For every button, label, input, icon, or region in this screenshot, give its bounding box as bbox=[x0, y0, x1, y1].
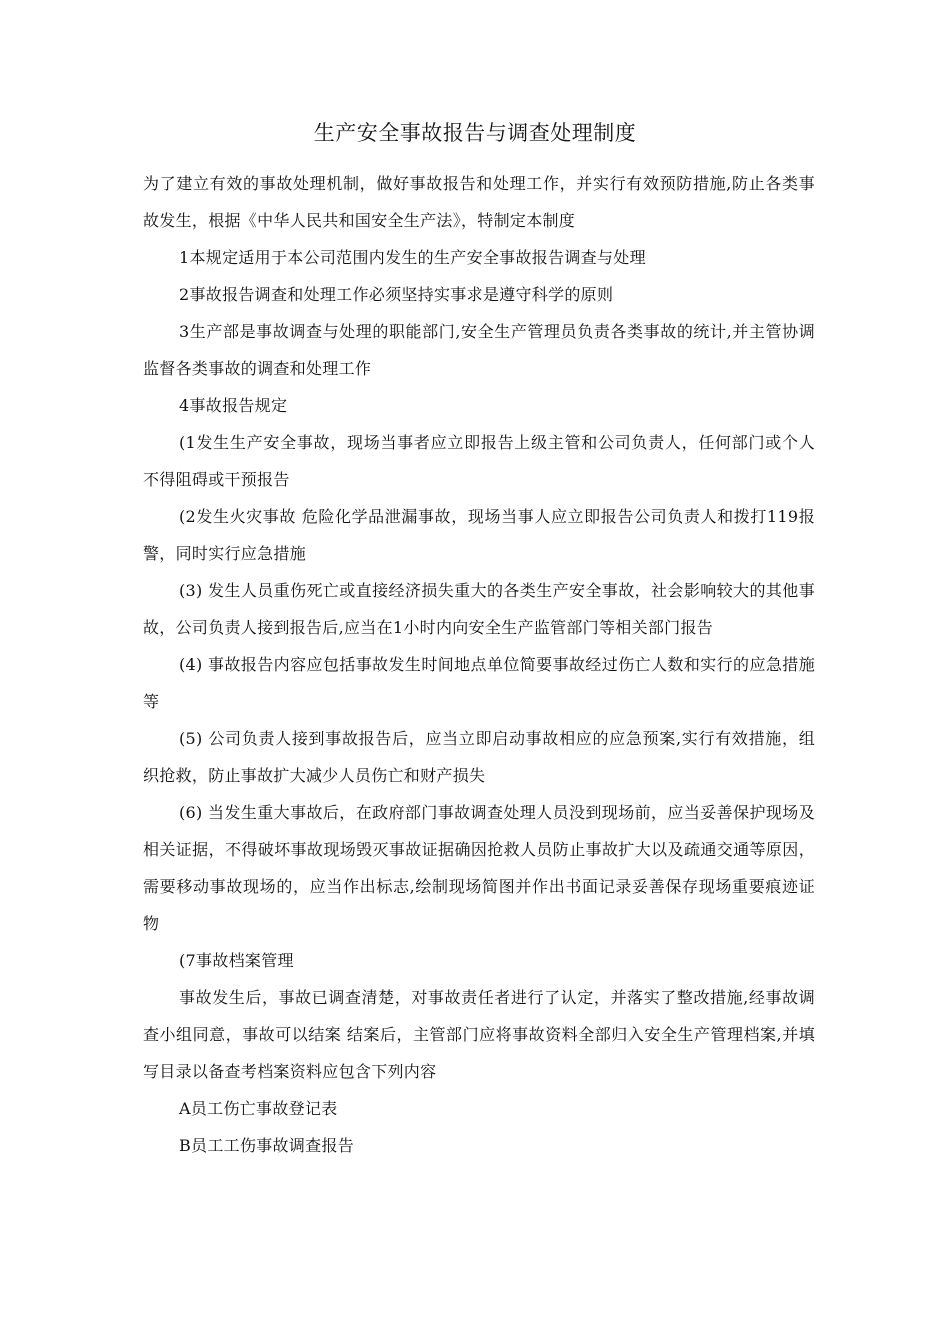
archive-paragraph: 事故发生后，事故已调查清楚，对事故责任者进行了认定，并落实了整改措施,经事故调查小组同意，事故可以结案 结案后，主管部门应将事故资料全部归入安全生产管理档案,并填写目录以备查考档案资料应包含下列内容 bbox=[143, 988, 815, 1081]
clause-4-4-paragraph: (4) 事故报告内容应包括事故发生时间地点单位简要事故经过伤亡人数和实行的应急措施等 bbox=[143, 655, 815, 711]
clause-4-6-paragraph: (6) 当发生重大事故后，在政府部门事故调查处理人员没到现场前，应当妥善保护现场及相关证据，不得破坏事故现场毁灭事故证据确因抢救人员防止事故扩大以及疏通交通等原因，需要移动事故现场的，应当作出标志,绘制现场简图并作出书面记录妥善保存现场重要痕迹证物 bbox=[143, 803, 815, 933]
clause-4-heading: 4事故报告规定 bbox=[179, 396, 288, 415]
clause-4-2-paragraph: (2发生火灾事故 危险化学品泄漏事故，现场当事人应立即报告公司负责人和拨打119报警，同时实行应急措施 bbox=[143, 507, 815, 563]
intro-paragraph: 为了建立有效的事故处理机制，做好事故报告和处理工作，并实行有效预防措施,防止各类事故发生，根据《中华人民共和国安全生产法》，特制定本制度 bbox=[143, 174, 815, 230]
list-item-b: B员工工伤事故调查报告 bbox=[179, 1136, 355, 1155]
document-title: 生产安全事故报告与调查处理制度 bbox=[313, 121, 637, 145]
list-item-a: A员工伤亡事故登记表 bbox=[179, 1099, 338, 1118]
clause-2-paragraph: 2事故报告调查和处理工作必须坚持实事求是遵守科学的原则 bbox=[179, 285, 614, 304]
clause-3-paragraph: 3生产部是事故调查与处理的职能部门,安全生产管理员负责各类事故的统计,并主管协调监督各类事故的调查和处理工作 bbox=[143, 322, 815, 378]
clause-7-heading: (7事故档案管理 bbox=[179, 951, 294, 970]
document-body bbox=[143, 165, 815, 1164]
clause-4-5-paragraph: (5) 公司负责人接到事故报告后，应当立即启动事故相应的应急预案,实行有效措施，组织抢救，防止事故扩大减少人员伤亡和财产损失 bbox=[143, 729, 815, 785]
clause-1-paragraph: 1本规定适用于本公司范围内发生的生产安全事故报告调查与处理 bbox=[179, 248, 646, 267]
clause-4-1-paragraph: (1发生生产安全事故，现场当事者应立即报告上级主管和公司负责人，任何部门或个人不得阻碍或干预报告 bbox=[143, 433, 815, 489]
clause-4-3-paragraph: (3) 发生人员重伤死亡或直接经济损失重大的各类生产安全事故，社会影响较大的其他事故，公司负责人接到报告后,应当在1小时内向安全生产监管部门等相关部门报告 bbox=[143, 581, 815, 637]
